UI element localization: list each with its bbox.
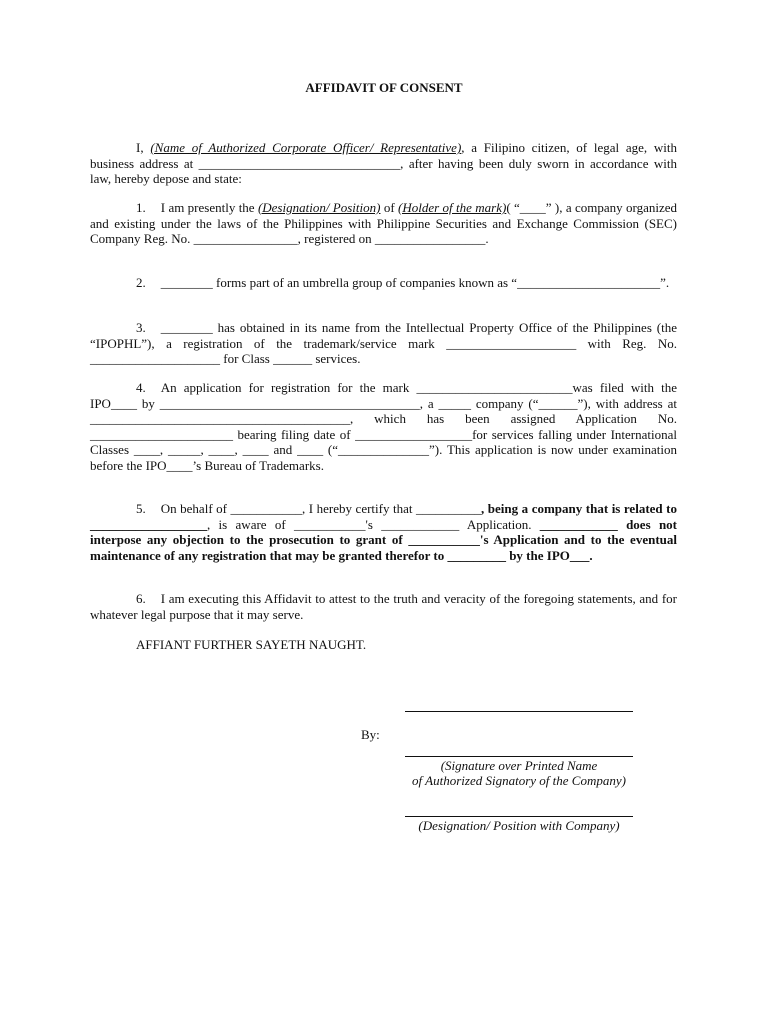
- paragraph-5-text-a: On behalf of ___________, I hereby certify that __________: [160, 501, 482, 516]
- signature-caption-line-1: (Signature over Printed Name: [440, 758, 598, 773]
- holder-of-mark-field: (Holder of the mark): [398, 200, 507, 215]
- intro-text-a: I,: [136, 140, 144, 155]
- paragraph-3-number: 3.: [136, 320, 146, 335]
- paragraph-2: [90, 275, 677, 291]
- paragraph-4-text: An application for registration for the mark ________________________was filed with the IPO____ by ________________________________________, a _____ company (“______”), with address at ________________________________________, which has been assigned Application No. ______________________ bearing filing date of __________________for services falling under International Classes ____, _____, ____, ____ and ____ (“______________”). This application is now under examination before the IPO____’s Bureau of Trademarks.: [90, 380, 677, 473]
- paragraph-6: [90, 591, 677, 622]
- paragraph-1-text-c: ( “____” ), a company organized and existing under the laws of the Philippines with Philippine Securities and Exchange Commission (SEC) Company Reg. No. ________________, registered on _________________.: [90, 200, 677, 246]
- paragraph-2-text: ________ forms part of an umbrella group of companies known as “______________________”.: [160, 275, 670, 290]
- designation-line: [405, 816, 633, 817]
- intro-text-b: , a Filipino citizen, of legal age, with business address at _______________________________, after having been duly sworn in accordance with law, hereby depose and state:: [90, 140, 677, 186]
- closing-statement: AFFIANT FURTHER SAYETH NAUGHT.: [136, 637, 367, 652]
- paragraph-1-text-b: of: [383, 200, 395, 215]
- paragraph-5: [90, 501, 677, 563]
- paragraph-2-number: 2.: [136, 275, 146, 290]
- paragraph-4-number: 4.: [136, 380, 146, 395]
- intro-paragraph: [90, 140, 677, 187]
- paragraph-6-number: 6.: [136, 591, 146, 606]
- paragraph-1-number: 1.: [136, 200, 146, 215]
- paragraph-3: [90, 320, 677, 367]
- paragraph-4: [90, 380, 677, 473]
- signature-line-top: [405, 711, 633, 712]
- paragraph-1-text-a: I am presently the: [160, 200, 255, 215]
- designation-caption: (Designation/ Position with Company): [418, 818, 620, 833]
- by-label: By:: [361, 727, 380, 742]
- paragraph-3-text: ________ has obtained in its name from the Intellectual Property Office of the Philippines (the “IPOPHL”), a registration of the trademark/service mark ____________________ with Reg. No. ____________________ for Class ______ services.: [90, 320, 677, 366]
- paragraph-1: [90, 200, 677, 247]
- document-title: AFFIDAVIT OF CONSENT: [305, 80, 463, 95]
- designation-field: (Designation/ Position): [257, 200, 381, 215]
- signature-line: [405, 756, 633, 757]
- signature-caption-line-2: of Authorized Signatory of the Company): [412, 773, 626, 788]
- paragraph-5-text-c: , is aware of ___________'s ____________ Application.: [207, 516, 532, 532]
- paragraph-5-text-d: ____________ does not interpose any objection to the prosecution to grant of ___________'s Application and to the eventual maintenance of any registration that may be granted therefor to _________ by the IPO___.: [90, 516, 678, 563]
- paragraph-5-text-b: , being a company that is related to __________________: [90, 501, 677, 532]
- paragraph-6-text: I am executing this Affidavit to attest to the truth and veracity of the foregoing statements, and for whatever legal purpose that it may serve.: [90, 591, 677, 622]
- authorized-officer-name-field: (Name of Authorized Corporate Officer/ Representative): [150, 140, 462, 155]
- paragraph-5-number: 5.: [136, 501, 146, 516]
